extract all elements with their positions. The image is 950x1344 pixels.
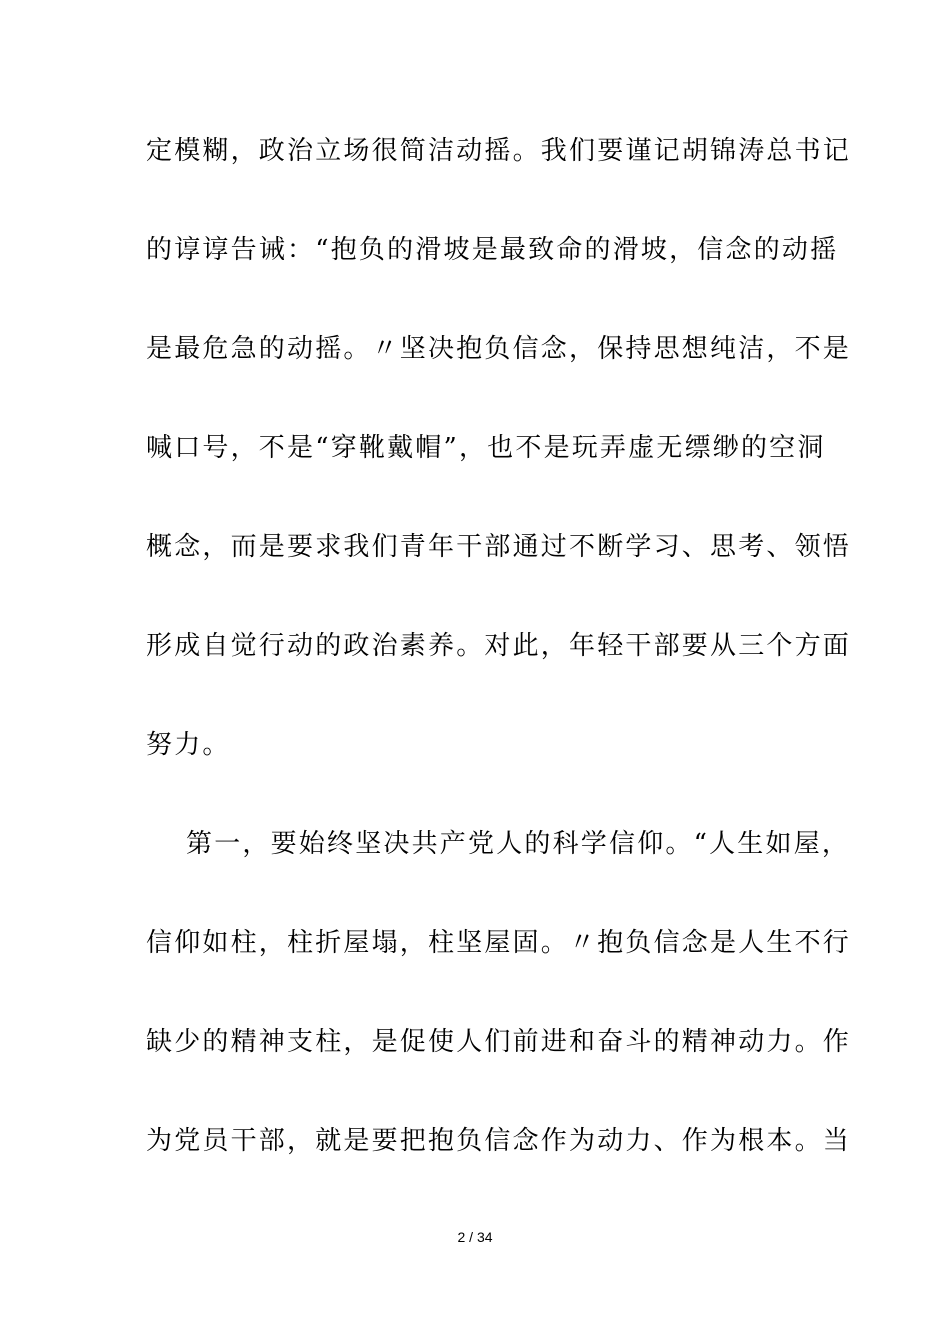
- paragraph-first-line: 第一，要始终坚决共产党人的科学信仰。“人生如屋，: [186, 829, 851, 859]
- text-line: 信仰如柱，柱折屋塌，柱坚屋固。〃抱负信念是人生不行: [146, 928, 852, 958]
- text-line: 概念，而是要求我们青年干部通过不断学习、思考、领悟: [146, 532, 852, 562]
- text-line: 努力。: [146, 730, 231, 760]
- text-line: 形成自觉行动的政治素养。对此，年轻干部要从三个方面: [146, 631, 852, 661]
- text-line: 是最危急的动摇。〃坚决抱负信念，保持思想纯洁，不是: [146, 334, 852, 364]
- text-line: 缺少的精神支柱，是促使人们前进和奋斗的精神动力。作: [146, 1027, 852, 1057]
- text-line: 的谆谆告诫：“抱负的滑坡是最致命的滑坡，信念的动摇: [146, 235, 839, 265]
- text-line: 定模糊，政治立场很简洁动摇。我们要谨记胡锦涛总书记: [146, 136, 852, 166]
- text-line: 为党员干部，就是要把抱负信念作为动力、作为根本。当: [146, 1126, 852, 1156]
- page-number: 2 / 34: [457, 1229, 493, 1245]
- text-line: 喊口号，不是“穿靴戴帽”，也不是玩弄虚无缥缈的空洞: [146, 433, 826, 463]
